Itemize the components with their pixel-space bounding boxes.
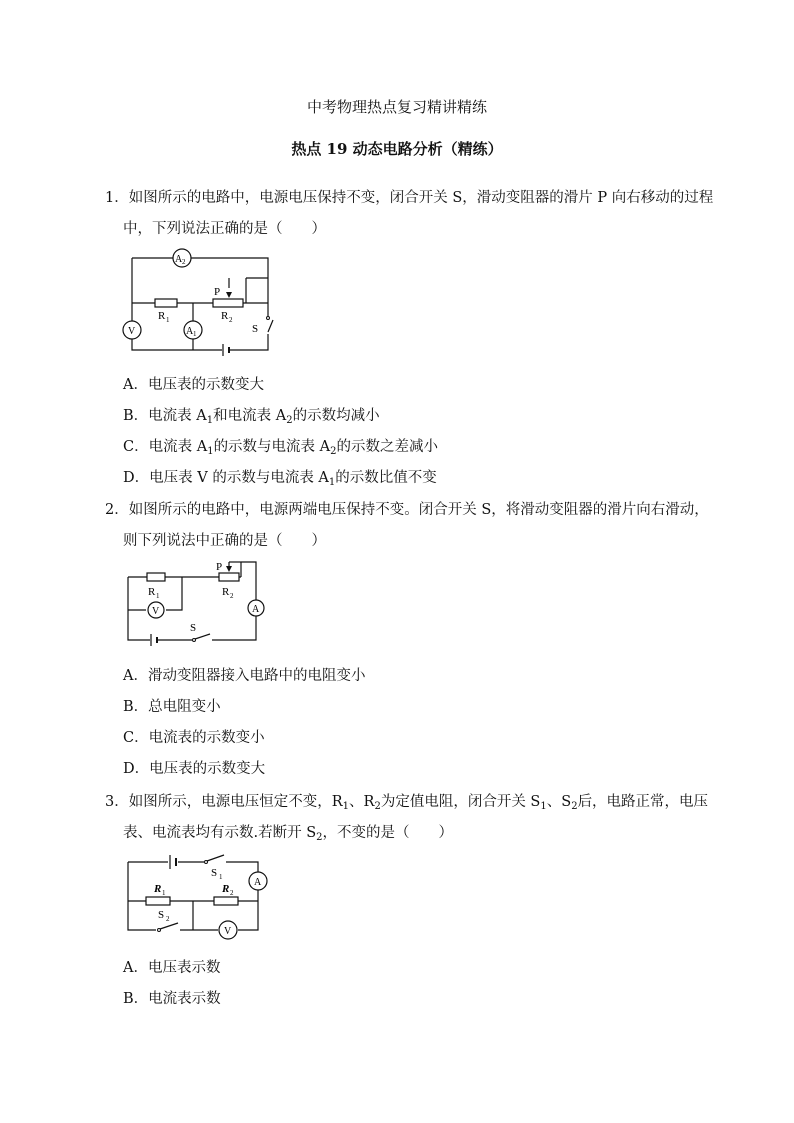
svg-text:A: A bbox=[175, 254, 183, 265]
svg-text:A: A bbox=[186, 326, 194, 337]
question-1-option-a: A．电压表的示数变大 bbox=[123, 377, 264, 393]
circuit-diagram-1 bbox=[118, 248, 278, 360]
svg-text:2: 2 bbox=[166, 915, 170, 923]
battery bbox=[150, 634, 158, 646]
question-3-line-2: 表、电流表均有示数.若断开 $S_2$，不变的是（ ） bbox=[123, 825, 454, 843]
svg-text:1: 1 bbox=[193, 330, 197, 338]
question-2-option-d: D．电压表的示数变大 bbox=[123, 761, 266, 777]
rheostat-r2 bbox=[213, 286, 243, 324]
voltmeter-v bbox=[219, 921, 237, 939]
voltmeter-v bbox=[148, 602, 164, 618]
svg-text:S: S bbox=[190, 622, 197, 634]
ammeter-a1 bbox=[184, 321, 202, 339]
svg-text:R: R bbox=[158, 310, 166, 322]
svg-text:V: V bbox=[152, 606, 160, 617]
question-3-option-b: B．电流表示数 bbox=[123, 991, 221, 1007]
battery bbox=[168, 855, 178, 869]
rheostat-r2 bbox=[216, 561, 241, 600]
svg-text:R: R bbox=[222, 883, 230, 895]
svg-text:S: S bbox=[158, 909, 165, 921]
svg-text:V: V bbox=[224, 926, 232, 937]
svg-text:1: 1 bbox=[156, 592, 160, 600]
question-2-option-b: B．总电阻变小 bbox=[123, 699, 221, 715]
svg-text:S: S bbox=[211, 867, 218, 879]
voltmeter-v bbox=[123, 321, 141, 339]
question-1-option-d: D．电压表 V 的示数与电流表 $A_1$的示数比值不变 bbox=[123, 470, 437, 488]
ammeter-a bbox=[249, 872, 267, 890]
question-1-option-c: C．电流表 $A_1$的示数与电流表 $A_2$的示数之差减小 bbox=[123, 439, 439, 457]
svg-text:1: 1 bbox=[166, 316, 170, 324]
svg-text:A: A bbox=[252, 604, 260, 615]
resistor-r1 bbox=[147, 573, 165, 600]
question-1-option-b: B．电流表 $A_1$和电流表 $A_2$的示数均减小 bbox=[123, 408, 380, 426]
circuit-diagram-2 bbox=[118, 558, 268, 648]
question-1-line-1: 1．如图所示的电路中，电源电压保持不变，闭合开关 S，滑动变阻器的滑片 P 向右移动的过程 bbox=[105, 190, 714, 206]
ammeter-a2 bbox=[173, 249, 191, 267]
svg-text:R: R bbox=[221, 310, 229, 322]
svg-text:2: 2 bbox=[230, 592, 234, 600]
svg-text:2: 2 bbox=[230, 889, 234, 897]
svg-text:2: 2 bbox=[229, 316, 233, 324]
resistor-r2 bbox=[214, 883, 238, 905]
switch-s1 bbox=[204, 855, 226, 881]
svg-text:S: S bbox=[252, 323, 259, 335]
question-1-line-2: 中，下列说法正确的是（ ） bbox=[123, 221, 326, 237]
svg-text:R: R bbox=[148, 586, 156, 598]
svg-text:P: P bbox=[214, 286, 221, 298]
section-subtitle: 热点 19 动态电路分析（精练） bbox=[291, 140, 503, 158]
svg-text:P: P bbox=[216, 561, 223, 573]
question-2-line-2: 则下列说法中正确的是（ ） bbox=[123, 533, 326, 549]
ammeter-a bbox=[248, 600, 264, 616]
question-3-line-1: 3．如图所示，电源电压恒定不变，$R_1$、$R_2$为定值电阻，闭合开关 $S_1$、$S_2$后，电路正常，电压 bbox=[105, 794, 709, 812]
svg-text:1: 1 bbox=[219, 873, 223, 881]
question-2-option-a: A．滑动变阻器接入电路中的电阻变小 bbox=[123, 668, 366, 684]
svg-text:2: 2 bbox=[182, 258, 186, 266]
resistor-r1 bbox=[155, 299, 177, 324]
svg-text:V: V bbox=[128, 326, 136, 337]
svg-text:R: R bbox=[222, 586, 230, 598]
switch-s bbox=[190, 622, 212, 642]
question-3-option-a: A．电压表示数 bbox=[123, 960, 221, 976]
page-title: 中考物理热点复习精讲精练 bbox=[306, 98, 487, 116]
switch-s bbox=[252, 316, 273, 335]
question-2-line-1: 2．如图所示的电路中，电源两端电压保持不变。闭合开关 S，将滑动变阻器的滑片向右滑动， bbox=[105, 502, 709, 518]
question-2-option-c: C．电流表的示数变小 bbox=[123, 730, 265, 746]
svg-text:A: A bbox=[254, 877, 262, 888]
svg-text:R: R bbox=[154, 883, 162, 895]
switch-s2 bbox=[156, 909, 180, 932]
resistor-r1 bbox=[146, 883, 170, 905]
circuit-diagram-3 bbox=[118, 850, 278, 942]
svg-text:1: 1 bbox=[162, 889, 166, 897]
battery bbox=[222, 344, 230, 356]
